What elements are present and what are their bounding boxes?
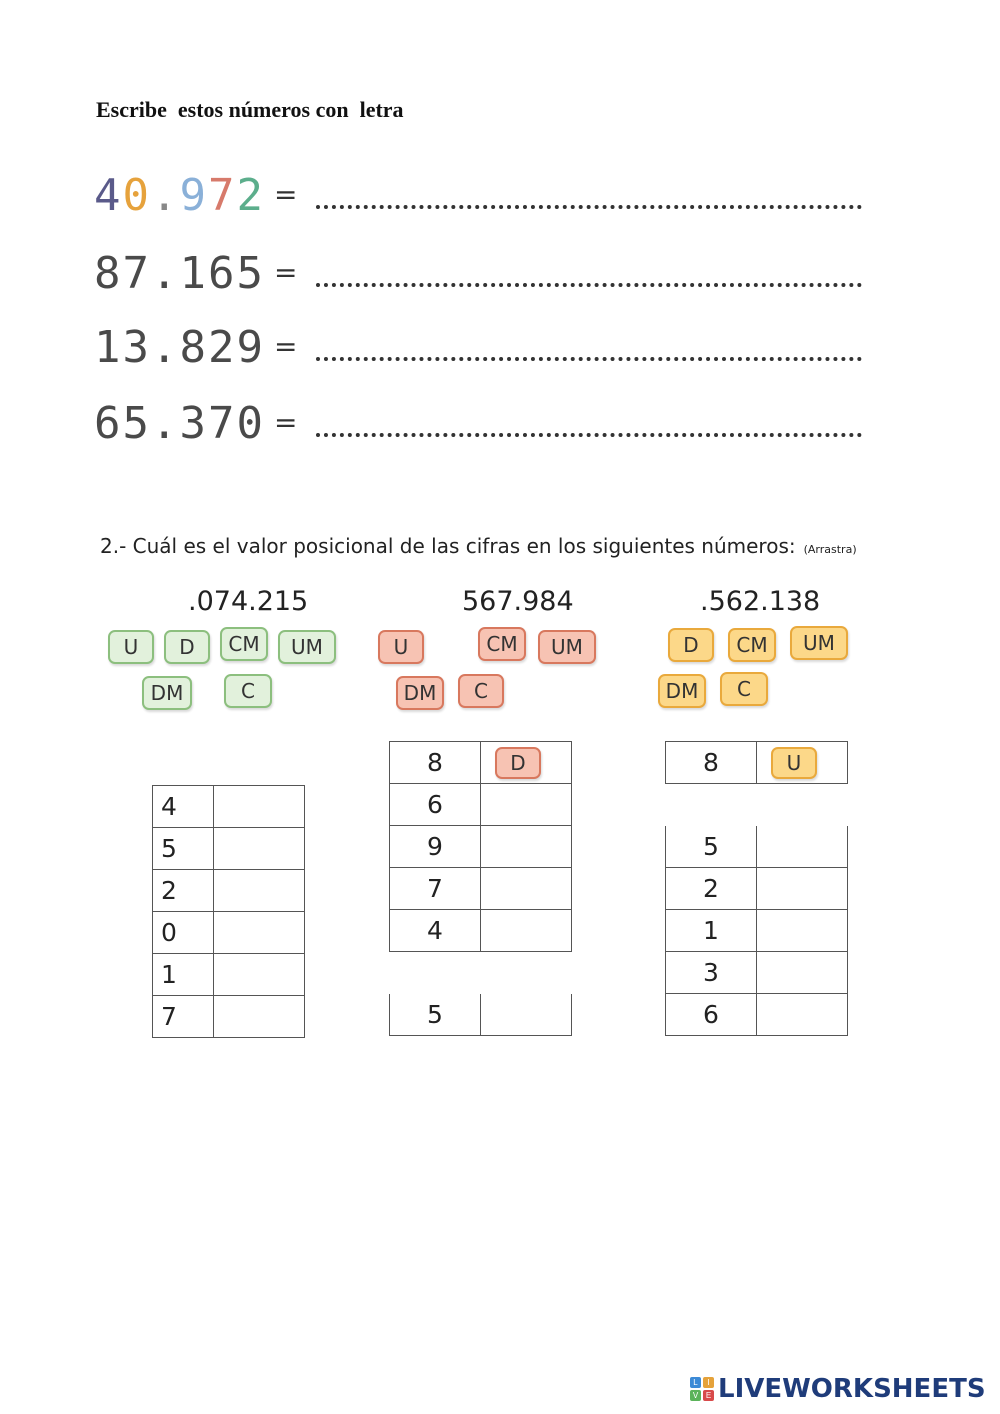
drop-cell[interactable] <box>214 954 305 996</box>
digit-cell: 1 <box>153 954 214 996</box>
place-tag[interactable]: C <box>720 672 768 706</box>
table-row <box>390 994 572 1036</box>
place-tag[interactable]: U <box>108 630 154 664</box>
group-number: 567.984 <box>462 586 574 617</box>
number-value: 65.370 <box>94 398 265 449</box>
table-row-hidden <box>666 784 848 826</box>
drop-cell[interactable] <box>214 828 305 870</box>
digit-cell: 7 <box>153 996 214 1038</box>
place-value-table <box>152 785 305 1038</box>
table-row <box>153 870 305 912</box>
place-tag[interactable]: D <box>668 628 714 662</box>
drop-cell[interactable] <box>757 742 848 784</box>
placed-tag[interactable]: U <box>771 747 817 779</box>
place-tag[interactable]: UM <box>538 630 596 664</box>
number-value: 87.165 <box>94 248 265 299</box>
exercise-2-text: 2.- Cuál es el valor posicional de las cifras en los siguientes números: <box>100 534 796 558</box>
logo-mark-cell: I <box>703 1377 714 1388</box>
answer-line[interactable] <box>316 357 862 361</box>
hidden-cell <box>390 952 481 994</box>
drop-cell[interactable] <box>214 996 305 1038</box>
exercise-2-heading <box>100 534 857 558</box>
hidden-cell <box>666 784 757 826</box>
digit-cell: 7 <box>390 868 481 910</box>
drop-cell[interactable] <box>214 912 305 954</box>
drop-cell[interactable] <box>481 868 572 910</box>
table-row <box>153 912 305 954</box>
place-tag[interactable]: U <box>378 630 424 664</box>
table-row <box>390 910 572 952</box>
equals-sign: = <box>274 330 298 363</box>
place-tag[interactable]: DM <box>658 674 706 708</box>
digit-glyph: 4 <box>94 170 123 221</box>
logo-text: LIVEWORKSHEETS <box>718 1374 986 1404</box>
digit-cell: 6 <box>666 994 757 1036</box>
digit-cell: 4 <box>390 910 481 952</box>
table-row <box>666 868 848 910</box>
place-tag[interactable]: C <box>458 674 504 708</box>
drop-cell[interactable] <box>481 784 572 826</box>
digit-cell: 8 <box>666 742 757 784</box>
table-row <box>153 996 305 1038</box>
table-row <box>666 952 848 994</box>
drop-cell[interactable] <box>757 826 848 868</box>
digit-cell: 3 <box>666 952 757 994</box>
table-row <box>666 826 848 868</box>
place-tag[interactable]: DM <box>142 676 192 710</box>
drop-cell[interactable] <box>481 826 572 868</box>
answer-line[interactable] <box>316 433 862 437</box>
hidden-cell <box>757 784 848 826</box>
logo-mark-cell: E <box>703 1390 714 1401</box>
drop-cell[interactable] <box>481 994 572 1036</box>
drop-cell[interactable] <box>757 868 848 910</box>
drop-cell[interactable] <box>757 994 848 1036</box>
digit-glyph: . <box>151 170 180 221</box>
place-value-table <box>389 741 572 1036</box>
digit-cell: 5 <box>666 826 757 868</box>
place-tag[interactable]: C <box>224 674 272 708</box>
table-row <box>666 994 848 1036</box>
table-row <box>666 910 848 952</box>
table-row-hidden <box>390 952 572 994</box>
number <box>94 170 265 221</box>
place-tag[interactable]: CM <box>220 627 268 661</box>
digit-glyph: 2 <box>236 170 265 221</box>
logo-mark-icon <box>690 1377 714 1401</box>
number-row <box>94 170 874 220</box>
place-tag[interactable]: CM <box>478 627 526 661</box>
digit-cell: 2 <box>666 868 757 910</box>
digit-glyph: 7 <box>208 170 237 221</box>
place-tag[interactable]: D <box>164 630 210 664</box>
number-value: 13.829 <box>94 322 265 373</box>
logo-mark-cell: L <box>690 1377 701 1388</box>
drop-cell[interactable] <box>757 910 848 952</box>
hidden-cell <box>481 952 572 994</box>
digit-cell: 0 <box>153 912 214 954</box>
equals-sign: = <box>274 256 298 289</box>
place-tag[interactable]: DM <box>396 676 444 710</box>
equals-sign: = <box>274 178 298 211</box>
table-row <box>666 742 848 784</box>
liveworksheets-logo <box>690 1374 986 1404</box>
table-row <box>390 826 572 868</box>
table-row <box>390 742 572 784</box>
digit-cell: 9 <box>390 826 481 868</box>
digit-cell: 8 <box>390 742 481 784</box>
answer-line[interactable] <box>316 205 862 209</box>
drop-cell[interactable] <box>757 952 848 994</box>
drop-cell[interactable] <box>481 742 572 784</box>
placed-tag[interactable]: D <box>495 747 541 779</box>
logo-mark-cell: V <box>690 1390 701 1401</box>
table-row <box>153 954 305 996</box>
drop-cell[interactable] <box>214 786 305 828</box>
table-row <box>390 784 572 826</box>
drop-cell[interactable] <box>214 870 305 912</box>
number-row <box>94 398 874 448</box>
table-row <box>153 828 305 870</box>
place-value-table <box>665 741 848 1036</box>
digit-cell: 4 <box>153 786 214 828</box>
digit-glyph: 0 <box>122 170 151 221</box>
place-tag[interactable]: UM <box>278 630 336 664</box>
number-value <box>94 170 265 221</box>
drag-note: (Arrastra) <box>803 543 857 556</box>
digit-cell: 6 <box>390 784 481 826</box>
place-tag[interactable]: CM <box>728 628 776 662</box>
answer-line[interactable] <box>316 283 862 287</box>
table-row <box>390 868 572 910</box>
place-tag[interactable]: UM <box>790 626 848 660</box>
number-row <box>94 248 874 298</box>
digit-glyph: 9 <box>179 170 208 221</box>
group-number: .562.138 <box>700 586 821 617</box>
table-row <box>153 786 305 828</box>
drop-cell[interactable] <box>481 910 572 952</box>
digit-cell: 2 <box>153 870 214 912</box>
digit-cell: 5 <box>153 828 214 870</box>
number-row <box>94 322 874 372</box>
equals-sign: = <box>274 406 298 439</box>
digit-cell: 5 <box>390 994 481 1036</box>
group-number: .074.215 <box>188 586 309 617</box>
digit-cell: 1 <box>666 910 757 952</box>
exercise-1-title: Escribe estos números con letra <box>96 97 404 122</box>
